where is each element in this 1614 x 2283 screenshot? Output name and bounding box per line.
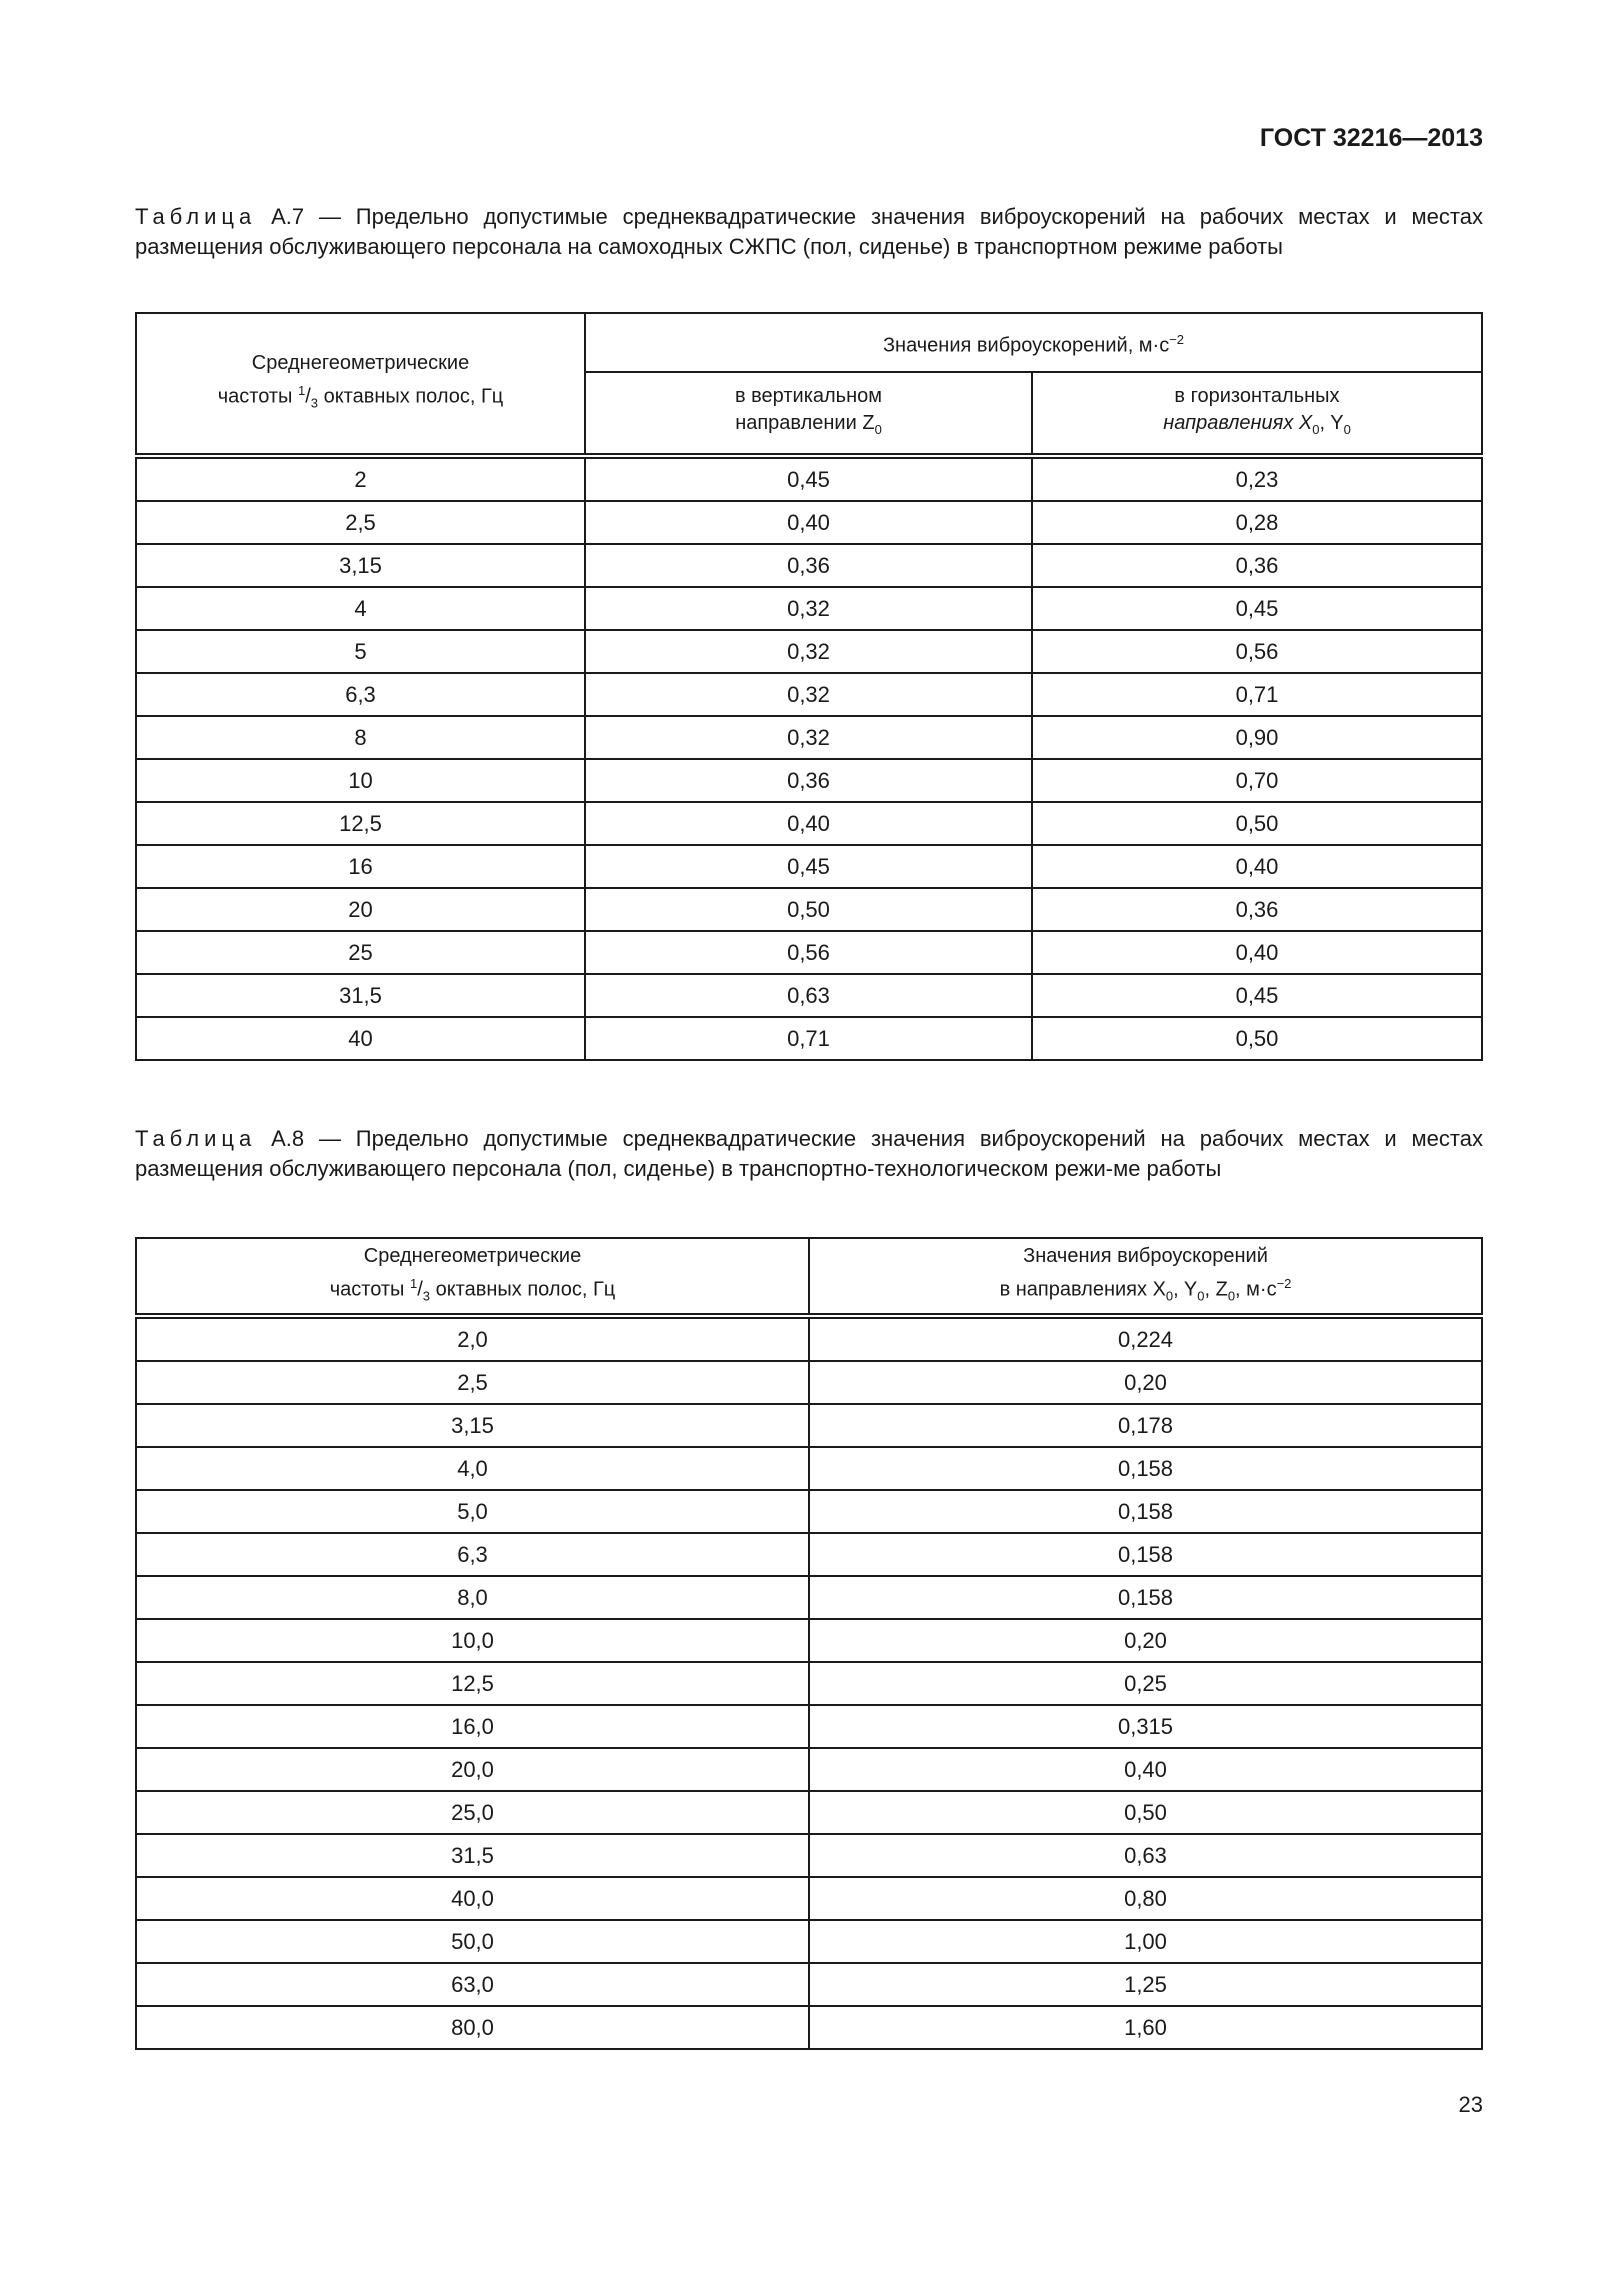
table-row [136,673,1482,716]
table-row [136,456,1482,501]
table-cell: 0,71 [1032,673,1482,716]
table-cell: 16 [136,845,585,888]
table-cell: 0,158 [809,1533,1482,1576]
table-cell: 0,90 [1032,716,1482,759]
table-row [136,888,1482,931]
table-row [136,1920,1482,1963]
table-row [136,931,1482,974]
col-frequency-header: Среднегеометрические частоты $^1/_3$ октавных полос, Гц [136,1238,809,1316]
table-row [136,1490,1482,1533]
table-row [136,1533,1482,1576]
table-row [136,630,1482,673]
table-cell: 12,5 [136,1662,809,1705]
table-row [136,845,1482,888]
col-horizontal-header: в горизонтальных направлениях $X_0$, $Y_0$ [1032,372,1482,456]
table-a7-caption [135,202,1483,262]
table-cell: 2,0 [136,1316,809,1361]
table-cell: 3,15 [136,544,585,587]
table-cell: 0,40 [1032,845,1482,888]
table-row [136,1748,1482,1791]
col-frequency-header: Среднегеометрические частоты $^1/_3$ октавных полос, Гц [136,313,585,456]
table-cell: 0,56 [1032,630,1482,673]
table-cell: 0,158 [809,1490,1482,1533]
table-cell: 4 [136,587,585,630]
table-cell: 1,60 [809,2006,1482,2049]
table-cell: 20 [136,888,585,931]
caption-label: Таблица [135,1126,257,1151]
table-cell: 0,158 [809,1576,1482,1619]
table-cell: 0,178 [809,1404,1482,1447]
table-row [136,759,1482,802]
table-a8 [135,1237,1483,2050]
table-cell: 0,40 [585,802,1032,845]
table-cell: 8,0 [136,1576,809,1619]
table-cell: 50,0 [136,1920,809,1963]
table-cell: 0,50 [809,1791,1482,1834]
table-cell: 0,36 [585,544,1032,587]
table-cell: 0,63 [809,1834,1482,1877]
table-a8-caption [135,1124,1483,1184]
page-number: 23 [1458,2092,1483,2117]
table-cell: 0,45 [1032,974,1482,1017]
table-row [136,716,1482,759]
table-row [136,1017,1482,1060]
table-cell: 0,36 [1032,888,1482,931]
table-cell: 0,50 [585,888,1032,931]
table-cell: 1,00 [809,1920,1482,1963]
table-cell: 0,20 [809,1361,1482,1404]
caption-text: А.8 — Предельно допустимые среднеквадратические значения виброускорений на рабочих местах и местах размещения обслуживающего персонала (пол, сиденье) в транспортно-технологическом режи-ме работы [135,1126,1483,1181]
table-cell: 0,45 [585,845,1032,888]
table-row [136,1619,1482,1662]
caption-label: Таблица [135,204,257,229]
caption-text: А.7 — Предельно допустимые среднеквадратические значения виброускорений на рабочих местах и местах размещения обслуживающего персонала на самоходных СЖПС (пол, сиденье) в транспортном режиме работы [135,204,1483,259]
col-vertical-header: в вертикальном направлении $Z_0$ [585,372,1032,456]
table-cell: 0,50 [1032,1017,1482,1060]
table-row [136,1662,1482,1705]
table-row [136,1963,1482,2006]
table-cell: 2,5 [136,1361,809,1404]
table-cell: 25,0 [136,1791,809,1834]
table-cell: 0,36 [585,759,1032,802]
table-row [136,587,1482,630]
col-values-header: Значения виброускорений в направлениях $X_0$, $Y_0$, $Z_0$, $м\cdot с^{-2}$ [809,1238,1482,1316]
table-a7 [135,312,1483,1061]
table-cell: 12,5 [136,802,585,845]
table-cell: 16,0 [136,1705,809,1748]
table-row [136,974,1482,1017]
table-cell: 0,70 [1032,759,1482,802]
table-cell: 31,5 [136,1834,809,1877]
table-cell: 0,56 [585,931,1032,974]
table-cell: 0,50 [1032,802,1482,845]
table-cell: 25 [136,931,585,974]
document-id: ГОСТ 32216—2013 [1259,124,1483,152]
table-row [136,802,1482,845]
table-row [136,1791,1482,1834]
table-cell: 6,3 [136,673,585,716]
table-cell: 0,28 [1032,501,1482,544]
table-row [136,1705,1482,1748]
table-cell: 0,224 [809,1316,1482,1361]
table-cell: 10 [136,759,585,802]
table-cell: 2,5 [136,501,585,544]
table-cell: 1,25 [809,1963,1482,2006]
table-row [136,1316,1482,1361]
table-row [136,1361,1482,1404]
table-row [136,501,1482,544]
table-cell: 0,32 [585,587,1032,630]
table-cell: 10,0 [136,1619,809,1662]
table-row [136,1447,1482,1490]
table-cell: 31,5 [136,974,585,1017]
table-cell: 0,36 [1032,544,1482,587]
table-cell: 0,32 [585,673,1032,716]
table-cell: 0,20 [809,1619,1482,1662]
table-cell: 0,32 [585,630,1032,673]
table-cell: 0,32 [585,716,1032,759]
table-cell: 2 [136,456,585,501]
table-cell: 0,40 [1032,931,1482,974]
table-cell: 0,80 [809,1877,1482,1920]
table-cell: 0,23 [1032,456,1482,501]
table-cell: 0,158 [809,1447,1482,1490]
table-cell: 0,40 [585,501,1032,544]
table-cell: 0,315 [809,1705,1482,1748]
table-cell: 6,3 [136,1533,809,1576]
table-cell: 0,40 [809,1748,1482,1791]
table-cell: 5,0 [136,1490,809,1533]
table-row [136,544,1482,587]
table-cell: 3,15 [136,1404,809,1447]
table-row [136,1404,1482,1447]
table-cell: 40,0 [136,1877,809,1920]
group-header: Значения виброускорений, $м\cdot с^{-2}$ [585,313,1482,372]
table-row [136,2006,1482,2049]
table-cell: 0,63 [585,974,1032,1017]
table-cell: 40 [136,1017,585,1060]
table-cell: 0,25 [809,1662,1482,1705]
table-cell: 20,0 [136,1748,809,1791]
table-cell: 0,45 [1032,587,1482,630]
table-row [136,1877,1482,1920]
table-cell: 5 [136,630,585,673]
table-cell: 4,0 [136,1447,809,1490]
table-row [136,1576,1482,1619]
table-row [136,1834,1482,1877]
table-cell: 80,0 [136,2006,809,2049]
table-cell: 63,0 [136,1963,809,2006]
table-cell: 0,71 [585,1017,1032,1060]
table-cell: 8 [136,716,585,759]
table-cell: 0,45 [585,456,1032,501]
